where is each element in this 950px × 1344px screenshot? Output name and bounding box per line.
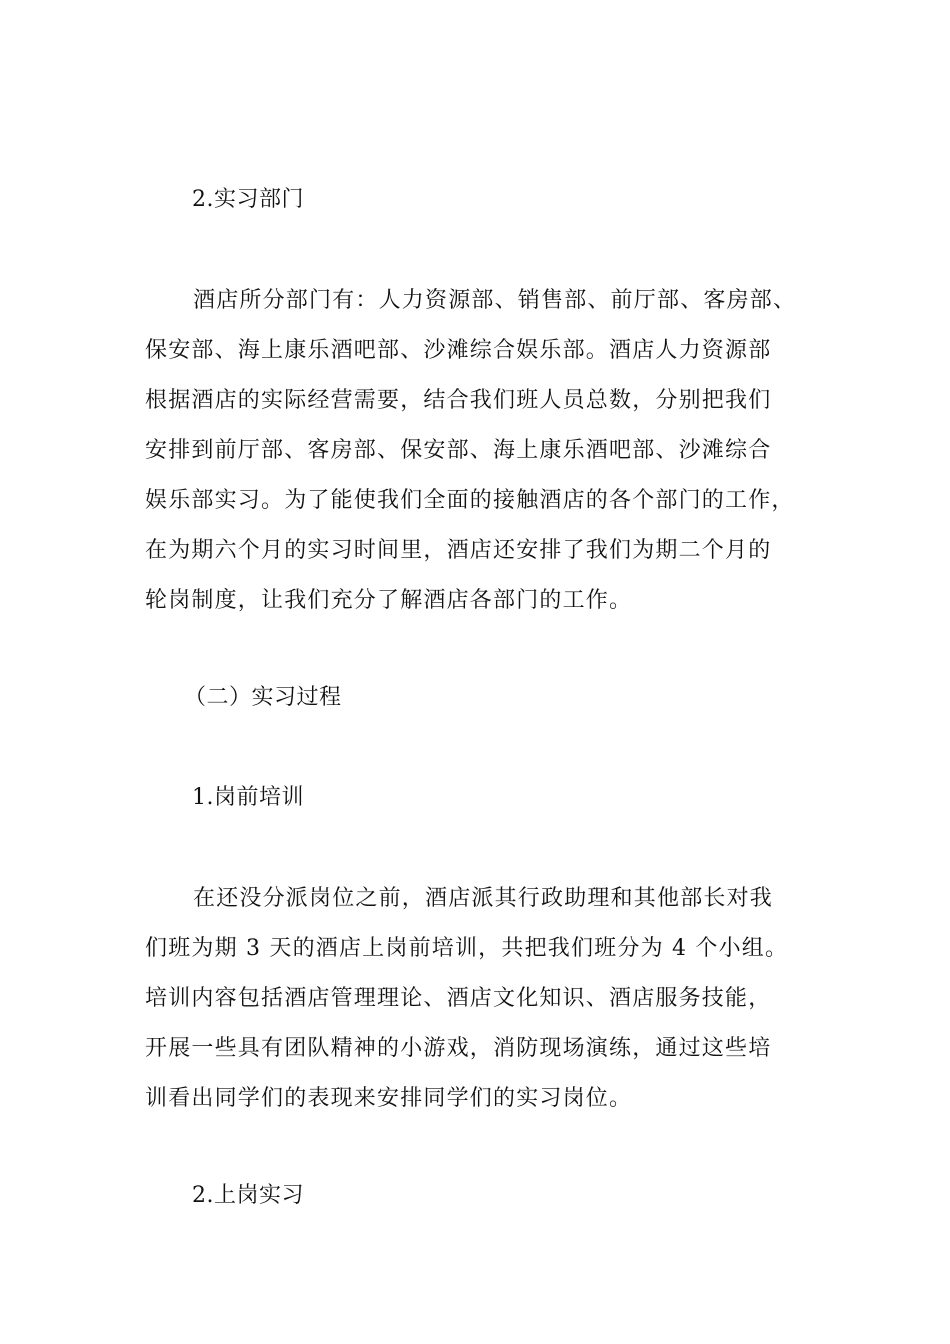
paragraph-line: 开展一些具有团队精神的小游戏，消防现场演练，通过这些培 bbox=[145, 1036, 772, 1061]
paragraph-line: 训看出同学们的表现来安排同学们的实习岗位。 bbox=[145, 1086, 633, 1111]
heading-internship-process: （二）实习过程 bbox=[184, 685, 342, 710]
paragraph-line: 酒店所分部门有：人力资源部、销售部、前厅部、客房部、 bbox=[193, 288, 797, 313]
paragraph-line: 娱乐部实习。为了能使我们全面的接触酒店的各个部门的工作， bbox=[145, 488, 795, 513]
paragraph-line: 根据酒店的实际经营需要，结合我们班人员总数，分别把我们 bbox=[145, 388, 772, 413]
heading-on-duty-internship: 2.上岗实习 bbox=[192, 1183, 304, 1208]
paragraph-line: 培训内容包括酒店管理理论、酒店文化知识、酒店服务技能， bbox=[145, 986, 772, 1011]
paragraph-line: 轮岗制度，让我们充分了解酒店各部门的工作。 bbox=[145, 588, 633, 613]
paragraph-training bbox=[145, 874, 835, 1124]
paragraph-line: 安排到前厅部、客房部、保安部、海上康乐酒吧部、沙滩综合 bbox=[145, 438, 772, 463]
paragraph-departments bbox=[145, 276, 835, 626]
heading-internship-department: 2.实习部门 bbox=[192, 187, 304, 212]
paragraph-line: 们班为期 3 天的酒店上岗前培训，共把我们班分为 4 个小组。 bbox=[145, 936, 789, 961]
paragraph-line: 在为期六个月的实习时间里，酒店还安排了我们为期二个月的 bbox=[145, 538, 772, 563]
heading-pre-job-training: 1.岗前培训 bbox=[192, 785, 304, 810]
paragraph-line: 在还没分派岗位之前，酒店派其行政助理和其他部长对我 bbox=[193, 886, 774, 911]
paragraph-line: 保安部、海上康乐酒吧部、沙滩综合娱乐部。酒店人力资源部 bbox=[145, 338, 772, 363]
